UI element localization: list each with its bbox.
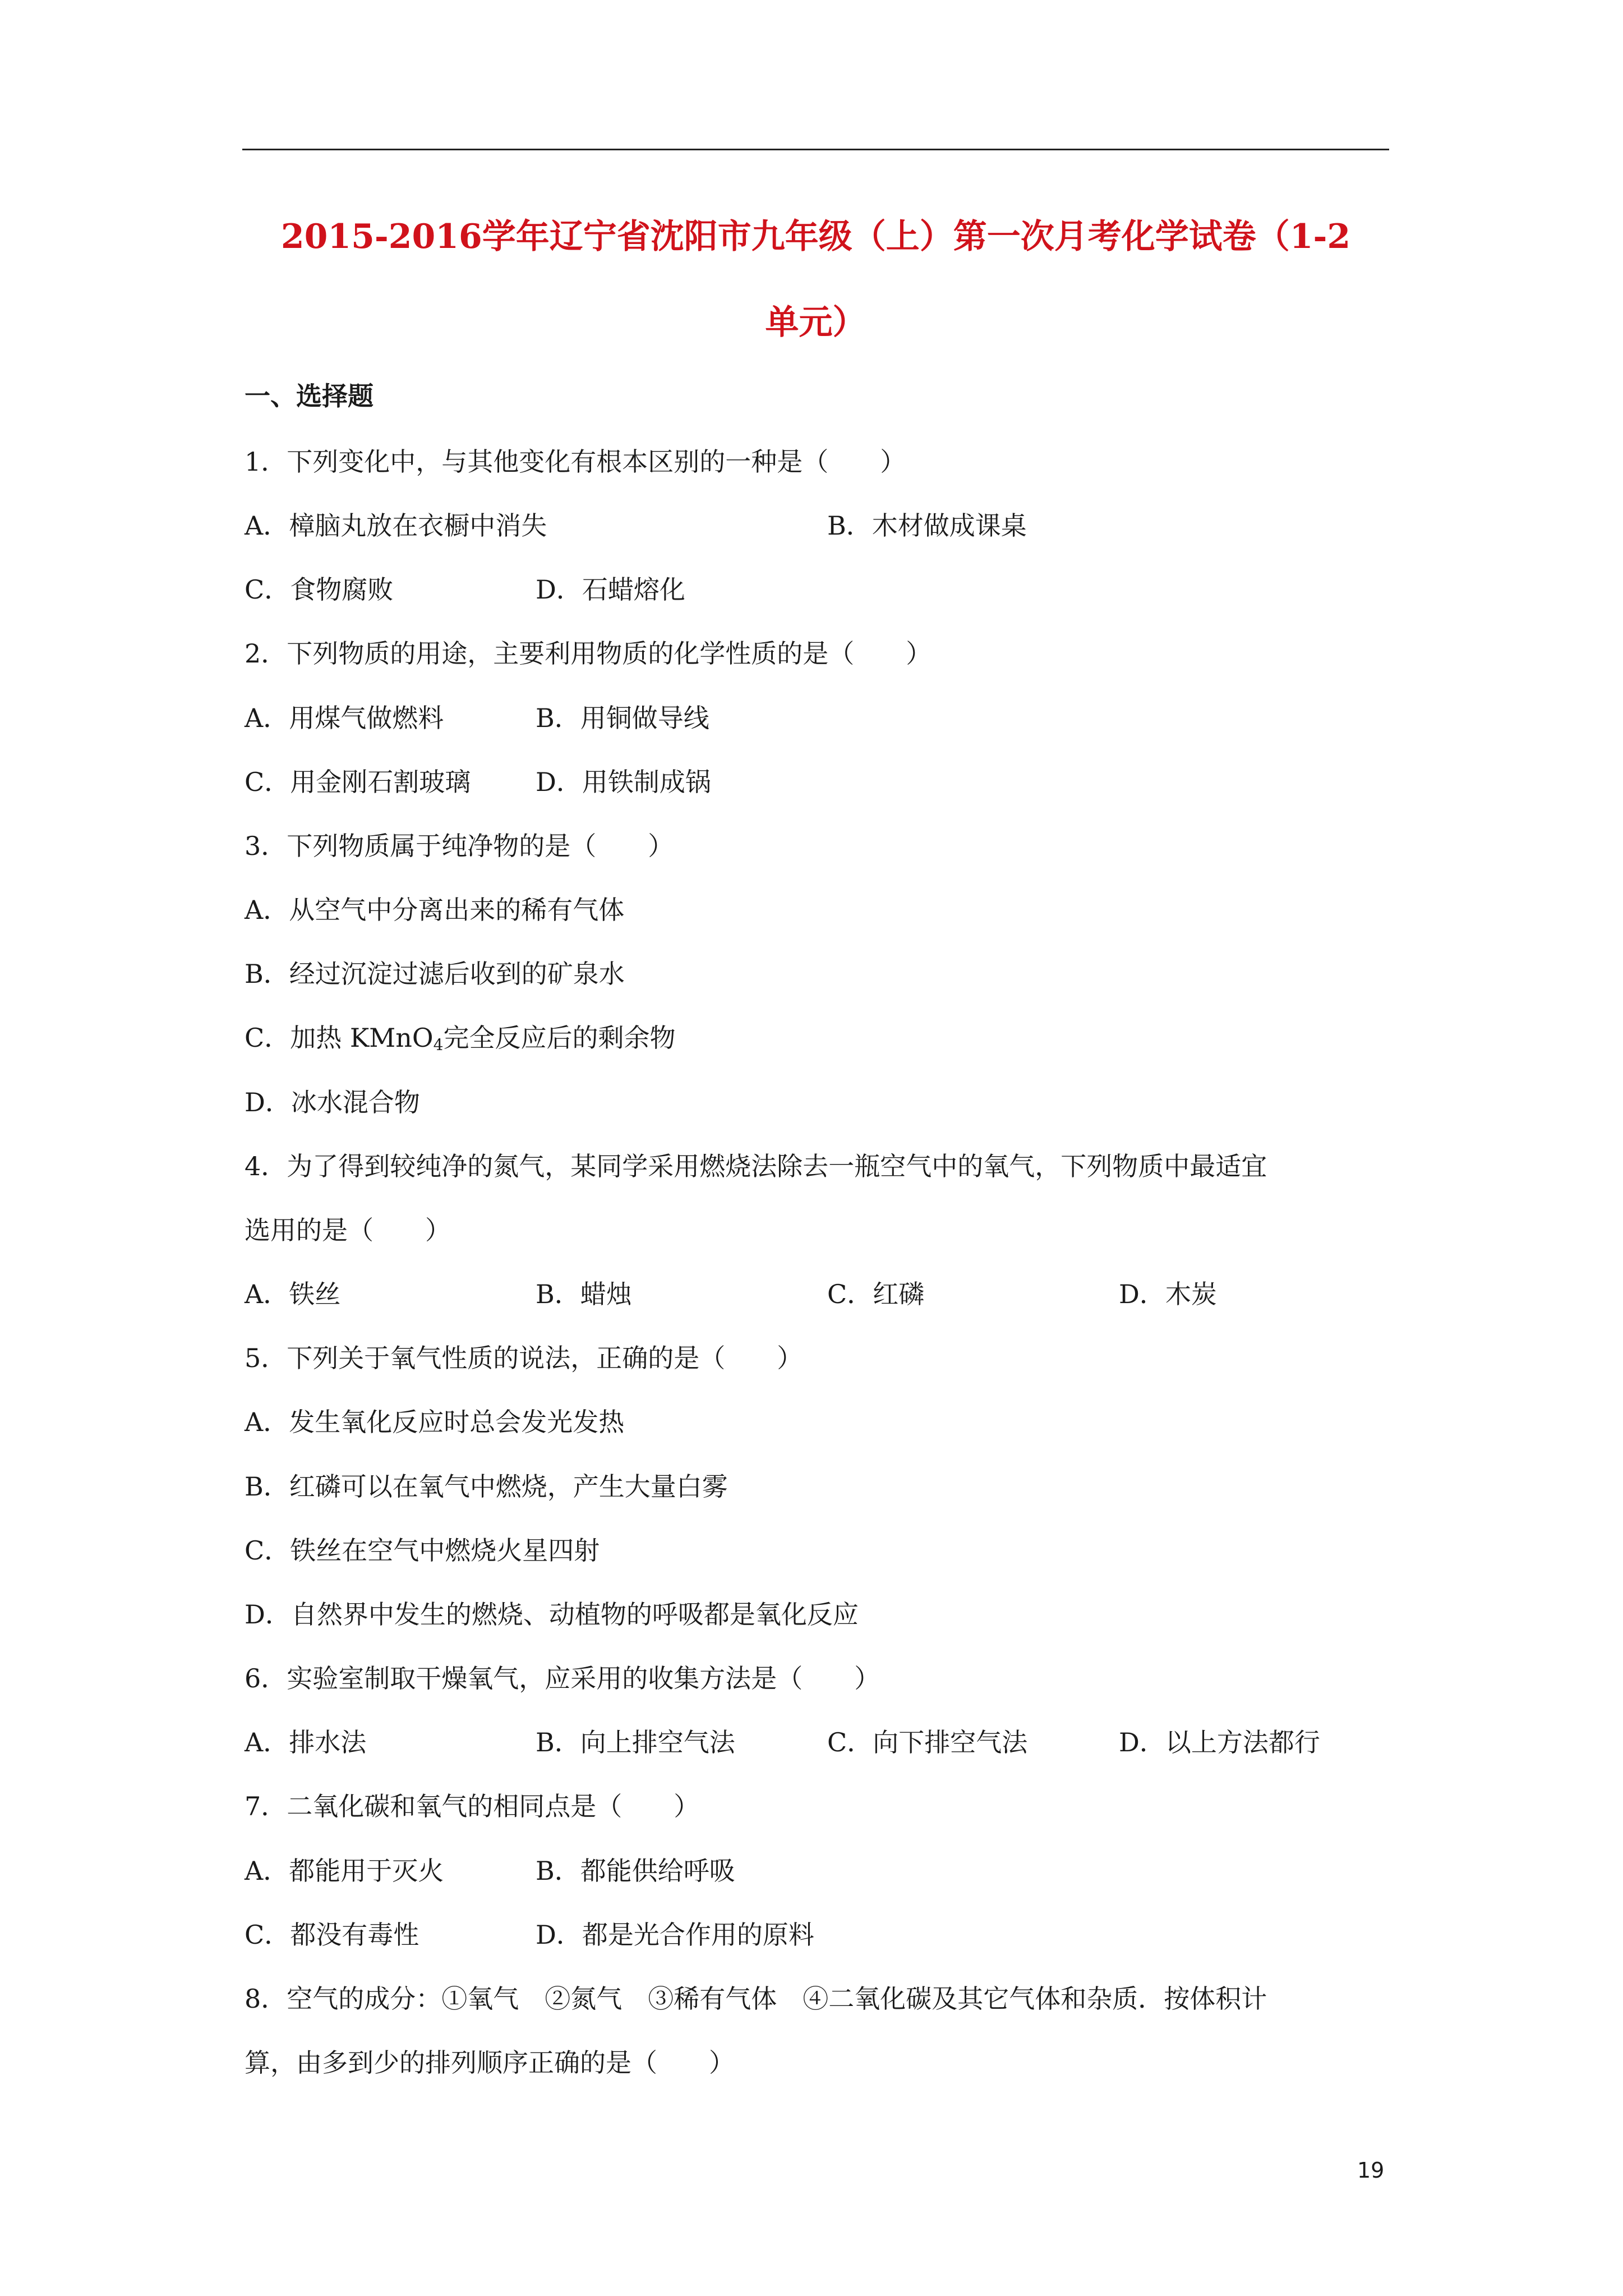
question-2-option-c: C．用金刚石割玻璃 [245, 767, 471, 797]
question-1-option-a: A．樟脑丸放在衣橱中消失 [245, 510, 547, 541]
question-6-stem: 6．实验室制取干燥氧气，应采用的收集方法是（ ） [245, 1663, 880, 1694]
question-5-option-b: B．红磷可以在氧气中燃烧，产生大量白雾 [245, 1471, 728, 1502]
question-3-option-c-prefix: C．加热 KMnO [245, 1023, 434, 1053]
question-3-option-c-subscript: 4 [433, 1036, 444, 1054]
question-6-option-c: C．向下排空气法 [827, 1727, 1028, 1757]
question-4-option-d: D．木炭 [1119, 1279, 1217, 1309]
question-6-option-a: A．排水法 [245, 1727, 367, 1757]
question-3-option-c-suffix: 完全反应后的剩余物 [443, 1023, 676, 1053]
question-5-option-a: A．发生氧化反应时总会发光发热 [245, 1407, 625, 1437]
question-8-stem-line-1: 8．空气的成分：①氧气 ②氮气 ③稀有气体 ④二氧化碳及其它气体和杂质．按体积计 [245, 1984, 1267, 2014]
question-2-stem: 2．下列物质的用途，主要利用物质的化学性质的是（ ） [245, 638, 932, 669]
question-3-stem: 3．下列物质属于纯净物的是（ ） [245, 831, 674, 861]
question-3-option-b: B．经过沉淀过滤后收到的矿泉水 [245, 959, 625, 989]
question-5-stem: 5．下列关于氧气性质的说法，正确的是（ ） [245, 1343, 803, 1373]
question-2-option-d: D．用铁制成锅 [536, 767, 711, 797]
question-8-stem-line-2: 算，由多到少的排列顺序正确的是（ ） [245, 2047, 735, 2078]
question-6-option-b: B．向上排空气法 [536, 1727, 735, 1757]
question-1-stem: 1．下列变化中，与其他变化有根本区别的一种是（ ） [245, 447, 906, 477]
question-4-stem-line-1: 4．为了得到较纯净的氮气，某同学采用燃烧法除去一瓶空气中的氧气，下列物质中最适宜 [245, 1151, 1267, 1181]
question-1-option-d: D．石蜡熔化 [536, 574, 685, 605]
question-5-option-c: C．铁丝在空气中燃烧火星四射 [245, 1535, 600, 1566]
question-7-option-c: C．都没有毒性 [245, 1920, 419, 1950]
question-7-option-d: D．都是光合作用的原料 [536, 1920, 814, 1950]
question-7-option-a: A．都能用于灭火 [245, 1856, 444, 1886]
page-title-line-1: 2015-2016学年辽宁省沈阳市九年级（上）第一次月考化学试卷（1-2 [280, 217, 1351, 256]
question-4-option-b: B．蜡烛 [536, 1279, 632, 1309]
question-2-option-b: B．用铜做导线 [536, 703, 709, 733]
question-7-stem: 7．二氧化碳和氧气的相同点是（ ） [245, 1791, 700, 1821]
question-1-option-b: B．木材做成课桌 [827, 510, 1027, 541]
question-7-option-b: B．都能供给呼吸 [536, 1856, 735, 1886]
page-number: 19 [1357, 2158, 1385, 2183]
section-heading: 一、选择题 [245, 381, 374, 411]
question-3-option-d: D．冰水混合物 [245, 1087, 420, 1117]
question-1-option-c: C．食物腐败 [245, 574, 394, 605]
question-4-stem-line-2: 选用的是（ ） [245, 1215, 451, 1245]
header-rule [242, 149, 1389, 150]
question-2-option-a: A．用煤气做燃料 [245, 703, 444, 733]
page-title-line-2: 单元） [765, 303, 866, 342]
question-4-option-c: C．红磷 [827, 1279, 925, 1309]
question-3-option-c [245, 1023, 676, 1054]
question-4-option-a: A．铁丝 [245, 1279, 341, 1309]
question-6-option-d: D．以上方法都行 [1119, 1727, 1320, 1757]
question-5-option-d: D．自然界中发生的燃烧、动植物的呼吸都是氧化反应 [245, 1599, 859, 1630]
question-3-option-a: A．从空气中分离出来的稀有气体 [245, 895, 625, 925]
